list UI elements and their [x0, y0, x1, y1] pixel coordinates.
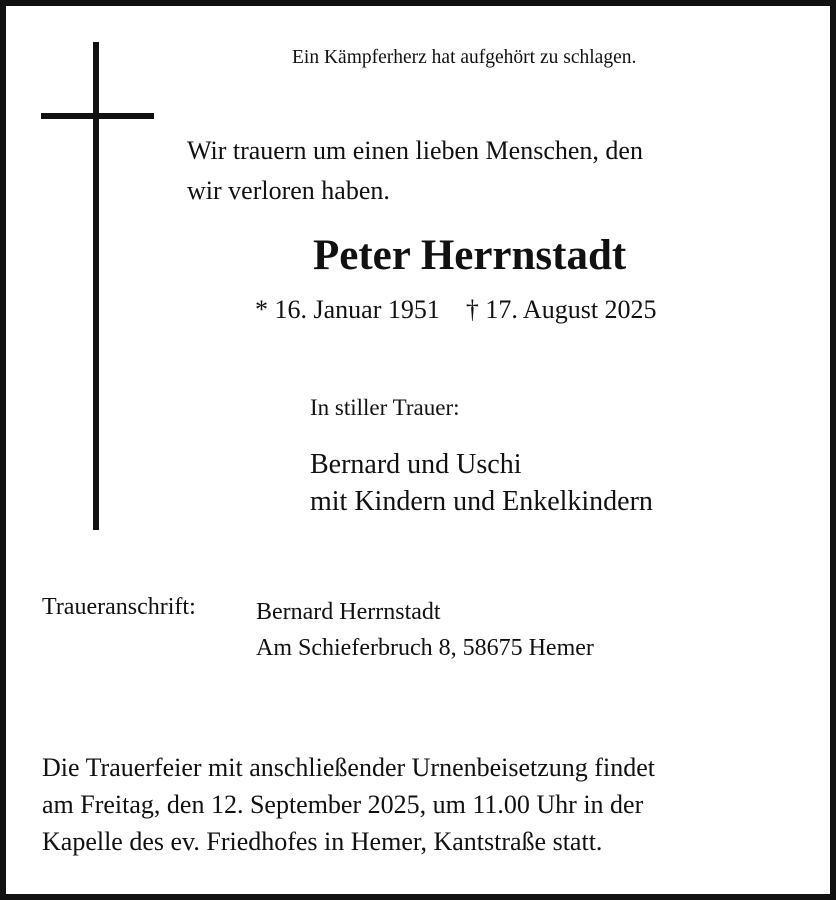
intro-line-2: wir verloren haben.	[187, 176, 390, 205]
mourners	[310, 446, 653, 520]
intro-line-1: Wir trauern um einen lieben Menschen, den	[187, 136, 643, 165]
service-line-2: am Freitag, den 12. September 2025, um 11.00 Uhr in der	[42, 790, 644, 819]
funeral-service-info	[42, 749, 655, 860]
death-date: † 17. August 2025	[465, 295, 657, 324]
service-line-1: Die Trauerfeier mit anschließender Urnenbeisetzung findet	[42, 753, 655, 782]
deceased-name: Peter Herrnstadt	[313, 232, 627, 279]
tagline: Ein Kämpferherz hat aufgehört zu schlagen.	[292, 47, 637, 68]
address-label: Traueranschrift:	[42, 594, 196, 620]
life-dates	[255, 295, 657, 325]
mourners-line-2: mit Kindern und Enkelkindern	[310, 486, 653, 517]
address-line-1: Bernard Herrnstadt	[256, 599, 441, 625]
intro-text	[187, 131, 643, 211]
mourners-line-1: Bernard und Uschi	[310, 449, 522, 480]
mourning-label: In stiller Trauer:	[310, 395, 460, 420]
address-line-2: Am Schieferbruch 8, 58675 Hemer	[256, 635, 594, 661]
mourning-address	[256, 594, 594, 666]
cross-horizontal-bar	[41, 113, 154, 119]
birth-date: * 16. Januar 1951	[255, 295, 440, 324]
service-line-3: Kapelle des ev. Friedhofes in Hemer, Kantstraße statt.	[42, 827, 603, 856]
